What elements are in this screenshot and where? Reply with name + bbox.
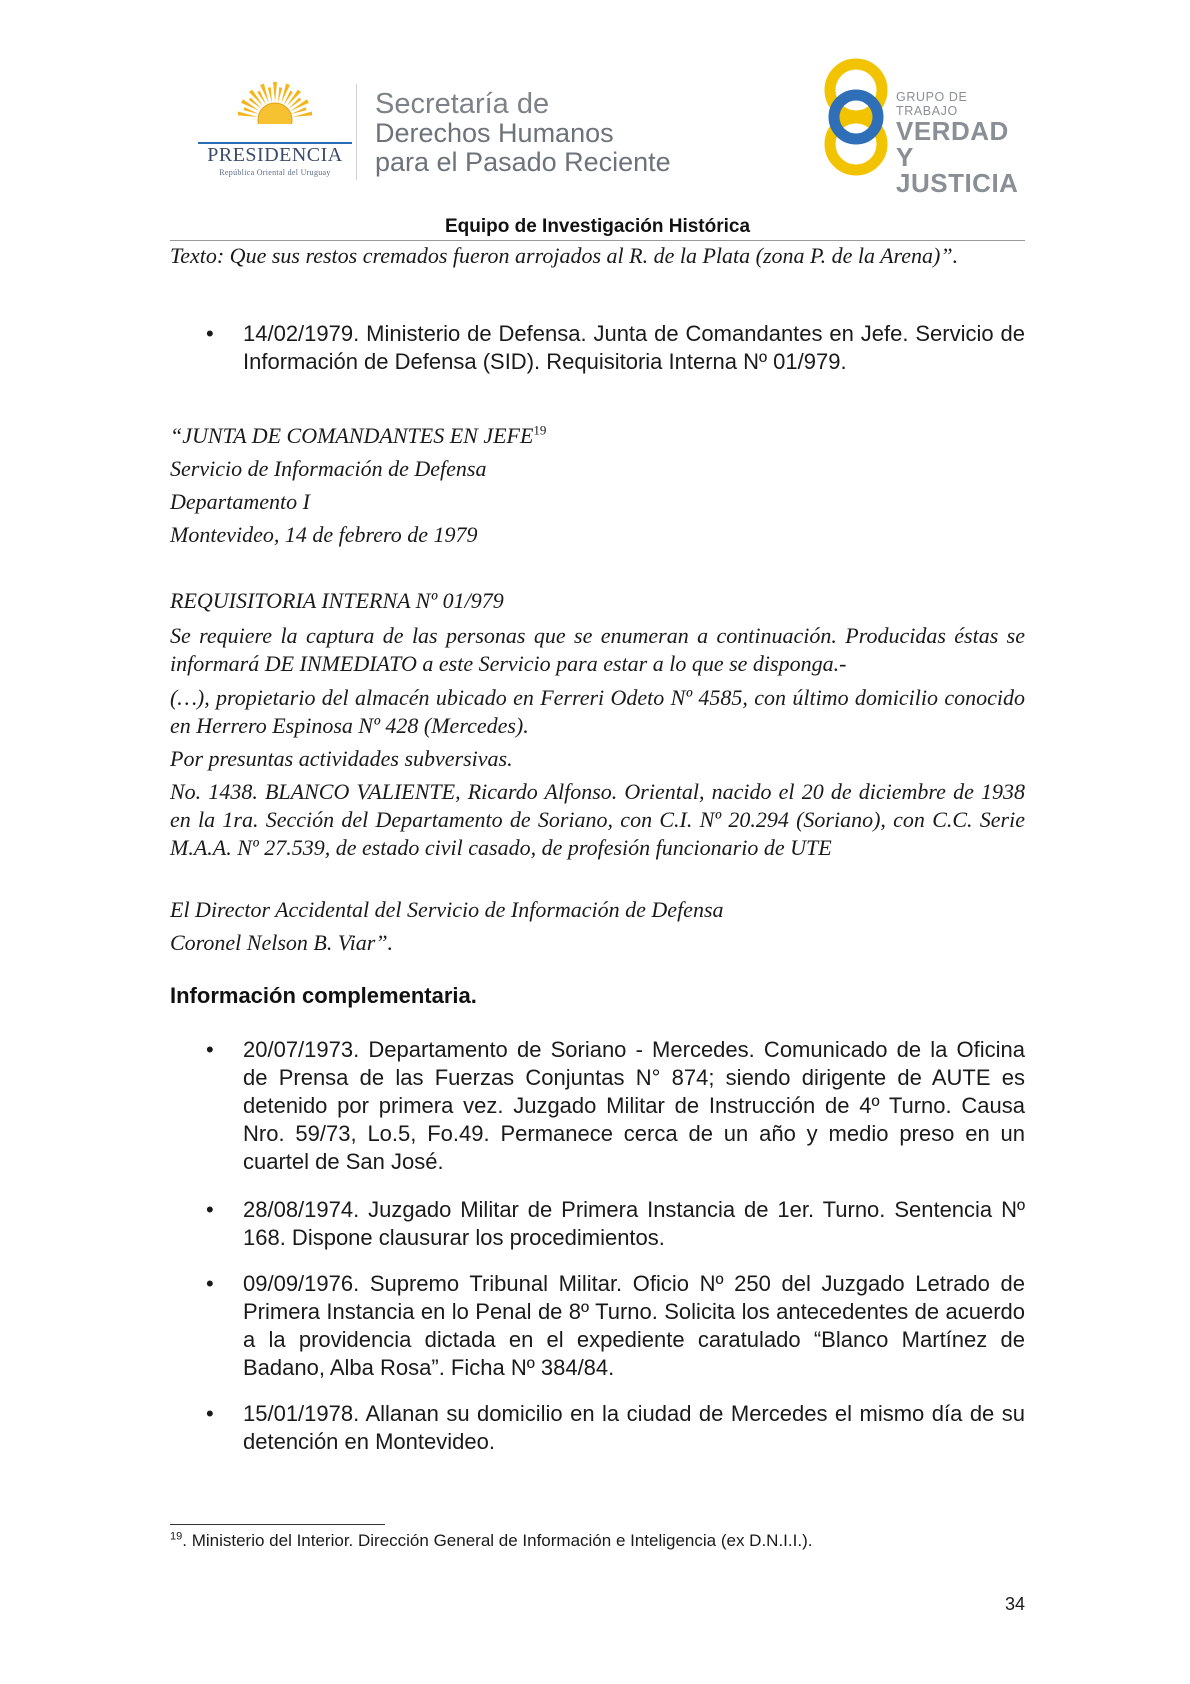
intro-quote: Texto: Que sus restos cremados fueron arrojados al R. de la Plata (zona P. de la Arena)”.: [170, 243, 959, 268]
bullet-text: 14/02/1979. Ministerio de Defensa. Junta de Comandantes en Jefe. Servicio de Información de Defensa (SID). Requisitoria Interna Nº 01/979.: [243, 321, 1025, 374]
paragraph: Se requiere la captura de las personas que se enumeran a continuación. Producidas éstas se informará DE INMEDIATO a este Servicio para estar a lo que se disponga.-: [170, 623, 1025, 676]
doc-header-3: Departamento I: [170, 489, 310, 514]
bullet-icon: •: [206, 1401, 214, 1426]
gtvj-rings-icon: [822, 56, 896, 180]
signature-line-2: Coronel Nelson B. Viar”.: [170, 930, 394, 955]
gtvj-line-2: VERDAD Y: [896, 116, 1009, 172]
signature-line-1: El Director Accidental del Servicio de Información de Defensa: [170, 897, 724, 922]
bullet-icon: •: [206, 1037, 214, 1062]
section-heading: Información complementaria.: [170, 983, 477, 1008]
team-title: Equipo de Investigación Histórica: [444, 216, 751, 237]
footnote-rule: [170, 1524, 385, 1525]
footnote-ref: 19: [533, 422, 547, 438]
secretaria-logo-text: [375, 90, 671, 177]
gtvj-line-1: GRUPO DE TRABAJO: [896, 90, 968, 118]
doc-header-1: [170, 422, 1025, 450]
secretaria-line-1: Secretaría de: [375, 88, 550, 120]
gtvj-text: [896, 90, 1032, 196]
bullet-icon: •: [206, 321, 214, 346]
footnote: [170, 1530, 1030, 1552]
bullet-text: 28/08/1974. Juzgado Militar de Primera Instancia de 1er. Turno. Sentencia Nº 168. Dispone clausurar los procedimientos.: [243, 1197, 1025, 1250]
bullet-text: 15/01/1978. Allanan su domicilio en la ciudad de Mercedes el mismo día de su detención en Montevideo.: [243, 1401, 1025, 1454]
secretaria-line-2: Derechos Humanos: [375, 118, 614, 148]
presidencia-logo: [196, 80, 354, 180]
presidencia-name: PRESIDENCIA: [207, 144, 343, 166]
bullet-icon: •: [206, 1271, 214, 1296]
header-divider: [356, 84, 357, 180]
header-rule: [170, 240, 1025, 241]
page-number: 34: [1004, 1594, 1025, 1614]
footnote-marker: 19: [170, 1530, 183, 1543]
gtvj-line-3: JUSTICIA: [896, 168, 1019, 198]
sun-emblem-icon: [238, 80, 312, 146]
bullet-text: 20/07/1973. Departamento de Soriano - Mercedes. Comunicado de la Oficina de Prensa de las Fuerzas Conjuntas N° 874; siendo dirigente de AUTE es detenido por primera vez. Juzgado Militar de Instrucción de 4º Turno. Causa Nro. 59/73, Lo.5, Fo.49. Permanece cerca de un año y medio preso en un cuartel de San José.: [243, 1037, 1025, 1174]
footnote-text: . Ministerio del Interior. Dirección General de Información e Inteligencia (ex D.N.I.I.).: [182, 1531, 813, 1550]
requisitoria-title: REQUISITORIA INTERNA Nº 01/979: [170, 588, 504, 613]
paragraph: (…), propietario del almacén ubicado en Ferreri Odeto Nº 4585, con último domicilio conocido en Herrero Espinosa Nº 428 (Mercedes).: [170, 685, 1025, 738]
bullet-icon: •: [206, 1197, 214, 1222]
secretaria-line-3: para el Pasado Reciente: [375, 147, 671, 177]
paragraph: No. 1438. BLANCO VALIENTE, Ricardo Alfonso. Oriental, nacido el 20 de diciembre de 1938 en la 1ra. Sección del Departamento de Soriano, con C.I. Nº 20.294 (Soriano), con C.C. Serie M.A.A. Nº 27.539, de estado civil casado, de profesión funcionario de UTE: [170, 779, 1025, 860]
gtvj-logo: [822, 56, 1032, 198]
doc-header-2: Servicio de Información de Defensa: [170, 456, 487, 481]
bullet-text: 09/09/1976. Supremo Tribunal Militar. Oficio Nº 250 del Juzgado Letrado de Primera Instancia en lo Penal de 8º Turno. Solicita los antecedentes de acuerdo a la providencia dictada en el expediente caratulado “Blanco Martínez de Badano, Alba Rosa”. Ficha Nº 384/84.: [243, 1271, 1025, 1380]
paragraph: Por presuntas actividades subversivas.: [170, 746, 513, 771]
doc-header-1-text: “JUNTA DE COMANDANTES EN JEFE: [170, 423, 534, 448]
doc-header-4: Montevideo, 14 de febrero de 1979: [170, 522, 478, 547]
presidencia-subtitle: República Oriental del Uruguay: [219, 168, 331, 177]
